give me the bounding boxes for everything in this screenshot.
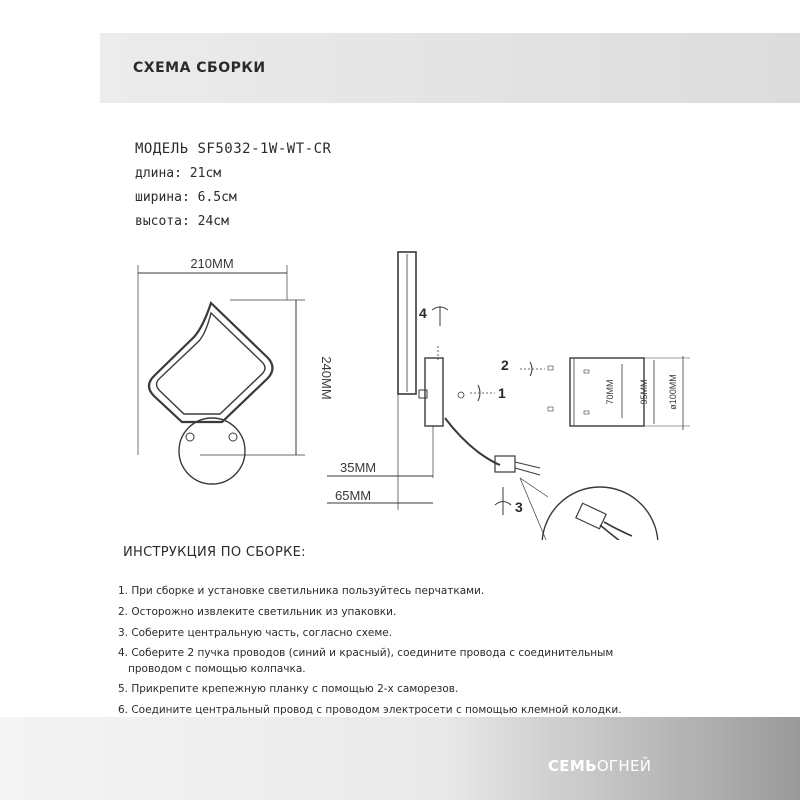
bracket-slot-1 bbox=[584, 370, 589, 373]
spec-height: высота: 24см bbox=[135, 214, 229, 229]
power-cable bbox=[445, 418, 500, 465]
detail-wire-2 bbox=[604, 522, 632, 536]
instruction-item-continuation: проводом с помощью колпачка. bbox=[128, 663, 306, 675]
instruction-item: 2. Осторожно извлеките светильник из упаковки. bbox=[118, 606, 397, 618]
rotate-arrow-icon bbox=[530, 362, 532, 376]
mains-wire-2 bbox=[515, 468, 540, 475]
instruction-item: 3. Соберите центральную часть, согласно схеме. bbox=[118, 627, 393, 639]
instructions-list bbox=[118, 582, 718, 722]
dim-height-label: 240MM bbox=[319, 356, 334, 400]
detail-leader-bottom bbox=[520, 478, 565, 540]
brand-bold: СЕМЬ bbox=[548, 757, 597, 775]
instruction-item: 5. Прикрепите крепежную планку с помощью 2-х саморезов. bbox=[118, 683, 459, 695]
instruction-item: 6. Соедините центральный провод с проводом электросети с помощью клемной колодки. bbox=[118, 704, 622, 716]
plate-screw-right bbox=[229, 433, 237, 441]
screw-hole bbox=[458, 392, 464, 398]
plate-screw-left bbox=[186, 433, 194, 441]
model-label: МОДЕЛЬ SF5032-1W-WT-CR bbox=[135, 141, 332, 157]
detail-terminal bbox=[576, 503, 606, 528]
dim-35-label: 35MM bbox=[340, 460, 377, 475]
footer-band bbox=[0, 717, 800, 800]
instructions-title: ИНСТРУКЦИЯ ПО СБОРКЕ: bbox=[123, 545, 306, 560]
spec-length: длина: 21см bbox=[135, 166, 222, 181]
side-mount-block bbox=[425, 358, 443, 426]
brand-logo bbox=[548, 757, 651, 775]
step-1-marker: 1 bbox=[498, 385, 506, 401]
brand-regular: ОГНЕЙ bbox=[596, 757, 652, 775]
lamp-frame-outer bbox=[149, 303, 273, 422]
dim-width-label: 210MM bbox=[190, 256, 234, 271]
step-3-marker: 3 bbox=[515, 499, 523, 515]
front-view bbox=[138, 265, 305, 484]
step-4-marker: 4 bbox=[419, 305, 427, 321]
detail-circle bbox=[542, 487, 658, 540]
wall-plate bbox=[179, 418, 245, 484]
side-connector bbox=[419, 390, 427, 398]
bracket-slot-2 bbox=[584, 411, 589, 414]
mains-wire-1 bbox=[515, 462, 540, 468]
bracket-screw-1 bbox=[548, 366, 553, 370]
page-title: СХЕМА СБОРКИ bbox=[133, 60, 266, 76]
wiring-detail bbox=[520, 478, 658, 540]
step-2-marker: 2 bbox=[501, 357, 509, 373]
dim-65-label: 65MM bbox=[335, 488, 372, 503]
bracket-screw-2 bbox=[548, 407, 553, 411]
lamp-frame-inner bbox=[157, 313, 266, 414]
spec-width: ширина: 6.5см bbox=[135, 190, 237, 205]
dim-100-label: ø100MM bbox=[668, 374, 678, 410]
dim-95-label: 95MM bbox=[639, 379, 649, 405]
dim-70-label: 70MM bbox=[605, 379, 615, 405]
instruction-item: 4. Соберите 2 пучка проводов (синий и красный), соедините провода с соединительным bbox=[118, 647, 614, 659]
instruction-item: 1. При сборке и установке светильника пользуйтесь перчатками. bbox=[118, 585, 485, 597]
